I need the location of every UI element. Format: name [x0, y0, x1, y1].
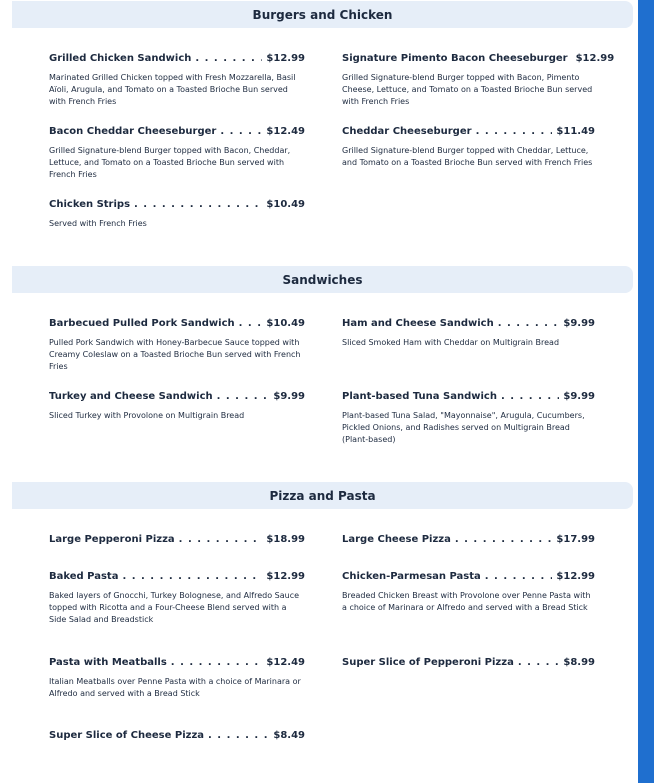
item-name: Barbecued Pulled Pork Sandwich — [49, 318, 235, 329]
item-name: Chicken-Parmesan Pasta — [342, 571, 481, 582]
section-header-burgers-and-chicken — [12, 1, 633, 28]
item-price: $18.99 — [266, 534, 305, 545]
menu-item — [49, 730, 305, 744]
menu-item — [342, 534, 595, 548]
item-description: Sliced Smoked Ham with Cheddar on Multigrain Bread — [342, 338, 560, 347]
leader-dots — [518, 657, 560, 668]
menu-item — [49, 126, 305, 181]
section-header-pizza-and-pasta — [12, 482, 633, 509]
menu-item — [49, 391, 305, 422]
menu-item — [342, 318, 595, 349]
item-price: $8.99 — [563, 657, 595, 668]
menu-item — [342, 391, 595, 446]
item-price: $10.49 — [266, 199, 305, 210]
item-description: Grilled Signature-blend Burger topped with Cheddar, Lettuce, and Tomato on a Toasted Brioche Bun served with French Fries — [342, 146, 593, 167]
item-price: $12.99 — [266, 53, 305, 64]
item-description: Sliced Turkey with Provolone on Multigrain Bread — [49, 411, 245, 420]
item-price: $9.99 — [563, 391, 595, 402]
leader-dots — [239, 318, 263, 329]
item-name: Ham and Cheese Sandwich — [342, 318, 494, 329]
menu-item — [49, 534, 305, 548]
menu-item — [342, 53, 615, 108]
item-name: Bacon Cheddar Cheeseburger — [49, 126, 217, 137]
section-title: Sandwiches — [282, 272, 363, 287]
item-name: Cheddar Cheeseburger — [342, 126, 472, 137]
item-name: Large Pepperoni Pizza — [49, 534, 175, 545]
item-name: Large Cheese Pizza — [342, 534, 451, 545]
menu-item — [342, 657, 595, 671]
leader-dots — [134, 199, 262, 210]
leader-dots — [498, 318, 560, 329]
leader-dots — [455, 534, 553, 545]
menu-item — [49, 53, 305, 108]
section-title: Pizza and Pasta — [269, 488, 376, 503]
item-name: Pasta with Meatballs — [49, 657, 167, 668]
item-price: $11.49 — [556, 126, 595, 137]
leader-dots — [217, 391, 270, 402]
item-description: Italian Meatballs over Penne Pasta with a choice of Marinara or Alfredo and served with a Bread Stick — [49, 677, 301, 698]
item-name: Baked Pasta — [49, 571, 119, 582]
item-description: Grilled Signature-blend Burger topped with Bacon, Cheddar, Lettuce, and Tomato on a Toasted Brioche Bun served with French Fries — [49, 146, 291, 179]
item-name: Super Slice of Pepperoni Pizza — [342, 657, 514, 668]
item-description: Breaded Chicken Breast with Provolone over Penne Pasta with a choice of Marinara or Alfredo and served with a Bread Stick — [342, 591, 591, 612]
item-name: Grilled Chicken Sandwich — [49, 53, 192, 64]
item-price: $9.99 — [273, 391, 305, 402]
item-price: $17.99 — [556, 534, 595, 545]
item-price: $12.99 — [556, 571, 595, 582]
leader-dots — [476, 126, 553, 137]
item-name: Signature Pimento Bacon Cheeseburger — [342, 53, 568, 64]
leader-dots — [171, 657, 263, 668]
item-price: $12.99 — [575, 53, 615, 64]
leader-dots — [122, 571, 262, 582]
item-name: Chicken Strips — [49, 199, 131, 210]
item-price: $9.99 — [563, 318, 595, 329]
item-description: Marinated Grilled Chicken topped with Fresh Mozzarella, Basil Aïoli, Arugula, and Tomato on a Toasted Brioche Bun served with French Fries — [49, 73, 296, 106]
leader-dots — [179, 534, 263, 545]
item-price: $10.49 — [266, 318, 305, 329]
section-header-sandwiches — [12, 266, 633, 293]
item-price: $12.49 — [266, 657, 305, 668]
item-price: $12.49 — [266, 126, 305, 137]
leader-dots — [195, 53, 262, 64]
leader-dots — [208, 730, 269, 741]
section-title: Burgers and Chicken — [252, 7, 393, 22]
menu-item — [342, 126, 595, 169]
item-price: $8.49 — [273, 730, 305, 741]
item-name: Super Slice of Cheese Pizza — [49, 730, 205, 741]
item-description: Pulled Pork Sandwich with Honey-Barbecue Sauce topped with Creamy Coleslaw on a Toasted Brioche Bun served with French Fries — [49, 338, 301, 371]
item-name: Turkey and Cheese Sandwich — [49, 391, 213, 402]
item-description: Served with French Fries — [49, 219, 147, 228]
item-name: Plant-based Tuna Sandwich — [342, 391, 497, 402]
menu-item — [49, 571, 305, 626]
leader-dots — [501, 391, 559, 402]
leader-dots — [485, 571, 553, 582]
item-description: Plant-based Tuna Salad, "Mayonnaise", Arugula, Cucumbers, Pickled Onions, and Radishes served on Multigrain Bread (Plant-based) — [342, 411, 585, 444]
menu-item — [49, 657, 305, 700]
item-description: Grilled Signature-blend Burger topped with Bacon, Pimento Cheese, Lettuce, and Tomato on a Toasted Brioche Bun served with French Fries — [342, 73, 593, 106]
item-description: Baked layers of Gnocchi, Turkey Bolognese, and Alfredo Sauce topped with Ricotta and a Four-Cheese Blend served with a Side Salad and Breadstick — [49, 591, 300, 624]
menu-item — [49, 318, 305, 373]
leader-dots — [220, 126, 262, 137]
menu-item — [342, 571, 595, 614]
item-price: $12.99 — [266, 571, 305, 582]
menu-item — [49, 199, 305, 230]
